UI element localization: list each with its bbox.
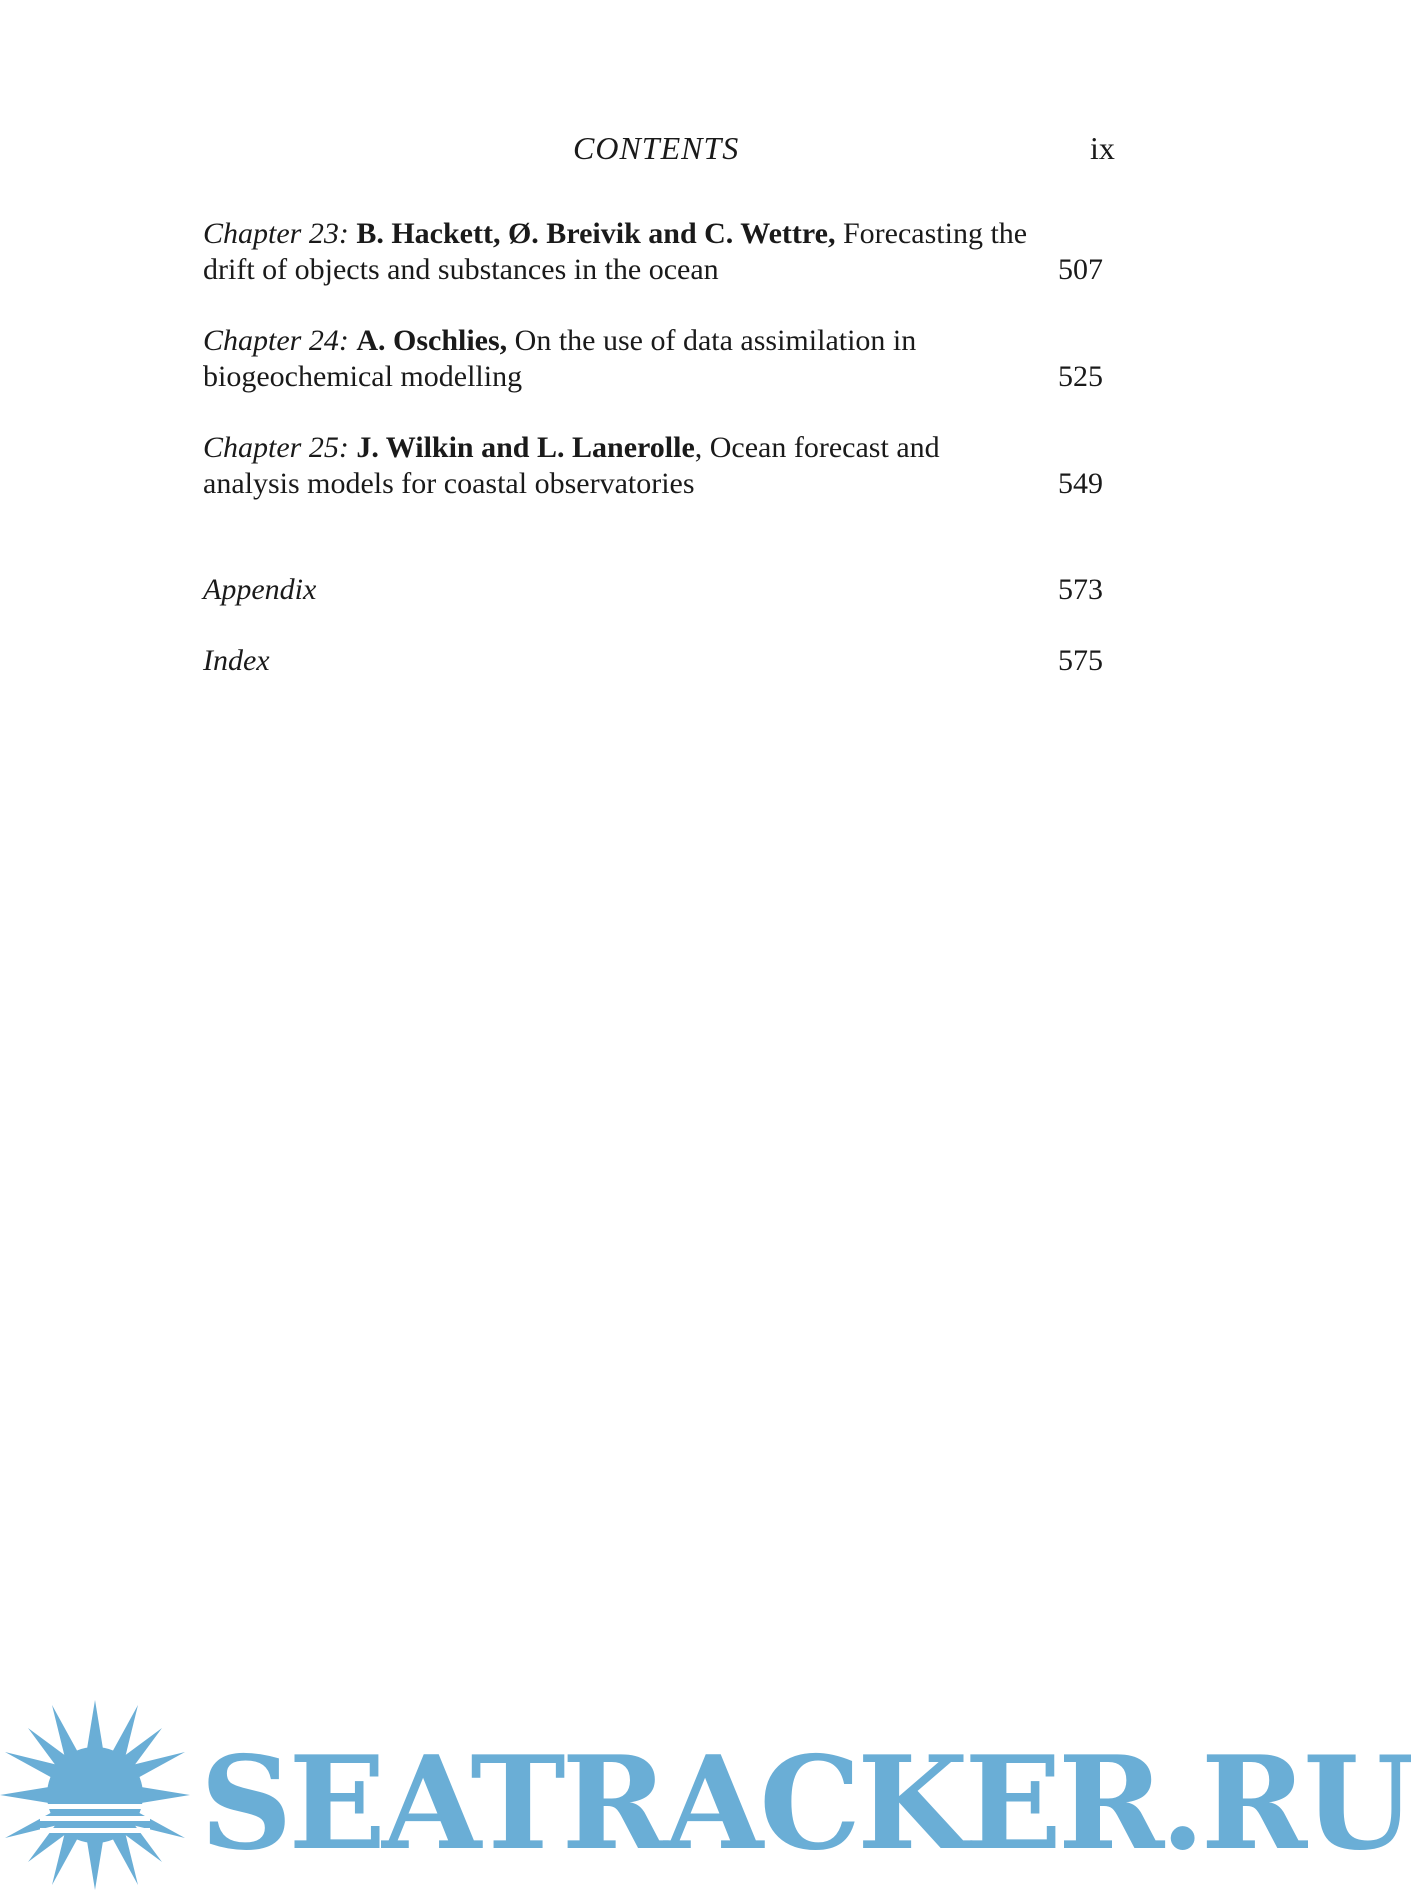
toc-entry-text [203, 323, 1033, 395]
toc-entry-text [203, 430, 1033, 502]
chapter-page: 507 [1058, 253, 1103, 286]
chapter-authors: J. Wilkin and L. Lanerolle [356, 431, 695, 464]
toc-entry-chapter-24[interactable] [203, 323, 1103, 395]
chapter-label: Chapter 25: [203, 431, 349, 464]
toc-entry-appendix[interactable] [203, 572, 1103, 608]
chapter-authors: B. Hackett, Ø. Breivik and C. Wettre, [356, 217, 836, 250]
chapter-label: Chapter 24: [203, 324, 349, 357]
running-title: CONTENTS [573, 130, 740, 166]
watermark-text: SEATRACKER.RU [200, 1729, 1411, 1879]
chapter-title: , Ocean forecast and analysis models for coastal observatories [203, 431, 940, 500]
table-of-contents [203, 216, 1103, 679]
back-matter-page: 573 [1058, 573, 1103, 606]
chapter-page: 525 [1058, 360, 1103, 393]
sun-logo-icon [0, 1700, 190, 1890]
chapter-title: On the use of data assimilation in biogeochemical modelling [203, 324, 917, 393]
toc-entry-index[interactable] [203, 643, 1103, 679]
back-matter-label: Appendix [203, 573, 317, 606]
back-matter-label: Index [203, 644, 270, 677]
chapter-page: 549 [1058, 467, 1103, 500]
toc-entry-chapter-25[interactable] [203, 430, 1103, 502]
page-number: ix [1090, 130, 1115, 166]
toc-entry-chapter-23[interactable] [203, 216, 1103, 288]
chapter-label: Chapter 23: [203, 217, 349, 250]
chapter-title: Forecasting the drift of objects and substances in the ocean [203, 217, 1028, 286]
running-head [0, 130, 1260, 170]
watermark [0, 1700, 1411, 1890]
back-matter-page: 575 [1058, 644, 1103, 677]
chapter-authors: A. Oschlies, [356, 324, 508, 357]
toc-entry-text [203, 216, 1033, 288]
